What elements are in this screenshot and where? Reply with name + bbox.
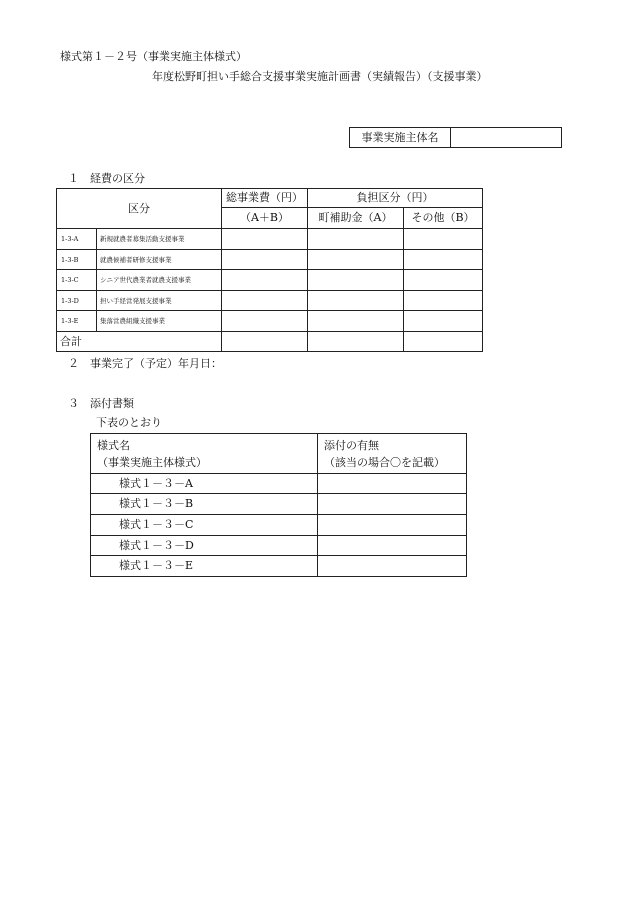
total-cell[interactable] <box>222 229 308 250</box>
header-category: 区分 <box>57 189 222 229</box>
table-row <box>91 556 467 577</box>
row-name: 集落営農組織支援事業 <box>97 311 222 332</box>
attached-cell[interactable] <box>318 494 467 515</box>
other-cell[interactable] <box>404 311 483 332</box>
row-code: 1-3-A <box>57 229 97 250</box>
form-name: 様式１－３－A <box>91 474 318 494</box>
other-cell[interactable] <box>404 332 483 352</box>
form-number: 様式第１－２号（事業実施主体様式） <box>60 50 247 63</box>
town-cell[interactable] <box>308 291 404 311</box>
header-attached-line2: （該当の場合〇を記載） <box>324 456 445 469</box>
section2-heading: ２ 事業完了（予定）年月日： <box>68 357 222 370</box>
expense-table <box>56 188 483 352</box>
page-title: 年度松野町担い手総合支援事業実施計画書（実績報告）（支援事業） <box>152 70 488 83</box>
table-row <box>57 311 483 332</box>
section3-note: 下表のとおり <box>96 416 162 429</box>
attached-cell[interactable] <box>318 556 467 577</box>
entity-name-field[interactable] <box>451 128 562 148</box>
header-attached-line1: 添付の有無 <box>324 439 379 452</box>
row-name: シニア世代農業者就農支援事業 <box>97 270 222 291</box>
section3-heading: ３ 添付書類 <box>68 397 134 410</box>
town-cell[interactable] <box>308 311 404 332</box>
attached-cell[interactable] <box>318 536 467 556</box>
section1-heading: １ 経費の区分 <box>68 172 145 185</box>
header-other: その他（B） <box>404 208 483 229</box>
table-row <box>57 270 483 291</box>
header-total-sub: （A＋B） <box>222 208 308 229</box>
total-label: 合計 <box>57 332 222 352</box>
row-name: 担い手経営発展支援事業 <box>97 291 222 311</box>
table-row <box>91 474 467 494</box>
form-name: 様式１－３－C <box>91 515 318 536</box>
other-cell[interactable] <box>404 291 483 311</box>
table-row <box>91 536 467 556</box>
header-total: 総事業費（円） <box>222 189 308 208</box>
row-name: 就農候補者研修支援事業 <box>97 250 222 270</box>
row-code: 1-3-D <box>57 291 97 311</box>
attached-cell[interactable] <box>318 474 467 494</box>
attachment-table <box>90 433 467 577</box>
header-form-name <box>91 434 318 474</box>
attached-cell[interactable] <box>318 515 467 536</box>
form-name: 様式１－３－D <box>91 536 318 556</box>
header-share: 負担区分（円） <box>308 189 483 208</box>
row-code: 1-3-E <box>57 311 97 332</box>
other-cell[interactable] <box>404 270 483 291</box>
header-form-name-line1: 様式名 <box>97 439 130 452</box>
row-name: 新規就農者募集活動支援事業 <box>97 229 222 250</box>
entity-box <box>349 127 562 148</box>
other-cell[interactable] <box>404 229 483 250</box>
table-row <box>57 229 483 250</box>
town-cell[interactable] <box>308 332 404 352</box>
total-row <box>57 332 483 352</box>
other-cell[interactable] <box>404 250 483 270</box>
total-cell[interactable] <box>222 311 308 332</box>
total-cell[interactable] <box>222 270 308 291</box>
town-cell[interactable] <box>308 229 404 250</box>
table-row <box>57 291 483 311</box>
total-cell[interactable] <box>222 332 308 352</box>
total-cell[interactable] <box>222 291 308 311</box>
header-attached <box>318 434 467 474</box>
table-row <box>91 494 467 515</box>
entity-label: 事業実施主体名 <box>350 128 451 148</box>
table-row <box>57 250 483 270</box>
town-cell[interactable] <box>308 250 404 270</box>
row-code: 1-3-B <box>57 250 97 270</box>
form-name: 様式１－３－E <box>91 556 318 577</box>
table-row <box>91 515 467 536</box>
row-code: 1-3-C <box>57 270 97 291</box>
total-cell[interactable] <box>222 250 308 270</box>
header-town-subsidy: 町補助金（A） <box>308 208 404 229</box>
header-form-name-line2: （事業実施主体様式） <box>97 456 207 469</box>
form-name: 様式１－３－B <box>91 494 318 515</box>
town-cell[interactable] <box>308 270 404 291</box>
